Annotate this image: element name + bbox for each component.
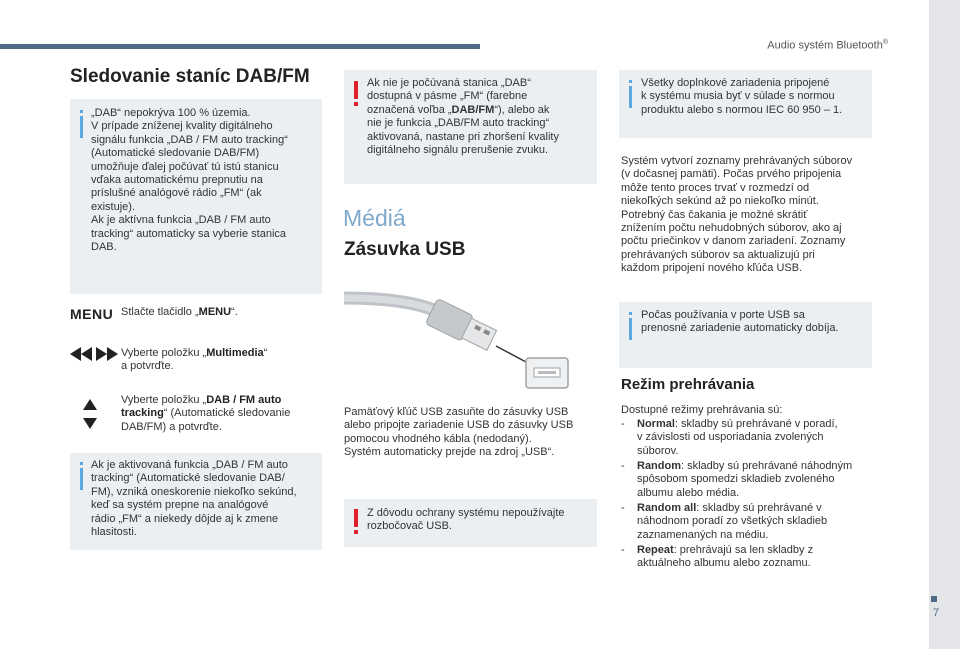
warning-icon bbox=[354, 81, 358, 99]
running-header-text: Audio systém Bluetooth bbox=[767, 39, 883, 52]
text-bold: tracking bbox=[121, 407, 164, 420]
info-icon-bar bbox=[80, 116, 83, 138]
text-line: digitálneho signálu prerušenie zvuku. bbox=[367, 144, 549, 157]
text-line: DAB. bbox=[91, 241, 117, 254]
text-line: signálu funkcia „DAB / FM auto tracking“ bbox=[91, 133, 288, 146]
text-line: príslušné analógové rádio „FM“ (ak bbox=[91, 187, 262, 200]
warning-box-text bbox=[367, 507, 595, 534]
text-line bbox=[121, 347, 321, 360]
heading-playback-mode: Režim prehrávania bbox=[621, 376, 755, 393]
text-line: Pamäťový kľúč USB zasuňte do zásuvky USB bbox=[344, 406, 569, 418]
usb-instructions bbox=[344, 406, 596, 460]
text-span: “ (Automatické sledovanie bbox=[163, 407, 291, 420]
list-text bbox=[621, 502, 883, 515]
text-line: aktivovaná, nastane pri zhoršení kvality bbox=[367, 130, 559, 143]
text-span: Vyberte položku „ bbox=[121, 394, 207, 406]
text-line: keď sa systém prepne na analógové bbox=[91, 499, 269, 512]
page-number: 7 bbox=[932, 607, 940, 619]
info-icon-bar bbox=[629, 318, 632, 340]
warning-box-no-hub bbox=[344, 499, 597, 547]
info-box-charging bbox=[619, 302, 872, 368]
text-span: : skladby sú prehrávané náhodným bbox=[681, 460, 853, 472]
text-span: Stlačte tlačidlo „ bbox=[121, 306, 199, 318]
text-line: produktu alebo s normou IEC 60 950 – 1. bbox=[641, 103, 843, 116]
text-line: pomocou vhodného kábla (nedodaný). bbox=[344, 432, 532, 445]
text-bold: Normal bbox=[637, 418, 675, 430]
text-bold: Random bbox=[637, 460, 681, 472]
list-dash: - bbox=[621, 460, 625, 472]
text-line: umožňuje ďalej počúvať tú istú stanicu bbox=[91, 160, 279, 173]
info-icon-bar bbox=[80, 468, 83, 490]
header-rule bbox=[0, 44, 480, 49]
text-line: hlasitosti. bbox=[91, 526, 137, 539]
text-line: tracking“ (Automatické sledovanie DAB/ bbox=[91, 472, 285, 485]
warning-icon bbox=[354, 509, 358, 527]
info-box-tracking-delay bbox=[70, 453, 322, 550]
list-text-line: súborov. bbox=[637, 444, 679, 457]
text-bold: Multimedia bbox=[206, 347, 264, 359]
warning-box-no-dab bbox=[344, 70, 597, 184]
list-item-normal bbox=[621, 418, 883, 458]
text-span: “. bbox=[231, 306, 238, 318]
info-icon bbox=[80, 462, 83, 465]
up-down-arrows-icon bbox=[83, 399, 97, 429]
list-text-line: zaznamenaných na médiu. bbox=[637, 528, 769, 541]
list-text bbox=[621, 418, 883, 431]
text-line: počtu priečinkov v danom zariadení. Zoznamy bbox=[621, 235, 846, 248]
text-line: vďaka automatickému prepnutiu na bbox=[91, 174, 263, 187]
text-line: každom pripojení nového kľúča USB. bbox=[621, 262, 803, 275]
list-dash: - bbox=[621, 502, 625, 514]
list-text-line: aktuálneho albumu alebo zoznamu. bbox=[637, 557, 811, 570]
side-strip bbox=[929, 0, 960, 649]
heading-usb-socket: Zásuvka USB bbox=[344, 239, 466, 260]
text-span: “), alebo ak bbox=[494, 103, 550, 116]
text-line: rozbočovač USB. bbox=[367, 520, 452, 533]
text-line: Z dôvodu ochrany systému nepoužívajte bbox=[367, 507, 565, 519]
list-text-line: v závislosti od usporiadania zvolených bbox=[637, 431, 824, 444]
playlist-paragraph bbox=[621, 155, 883, 276]
left-right-arrows-icon bbox=[70, 347, 118, 361]
text-line: dostupná v pásme „FM“ (farebne bbox=[367, 90, 528, 103]
list-item-random bbox=[621, 460, 883, 500]
info-box-text bbox=[91, 107, 319, 254]
text-span: : skladby sú prehrávané v bbox=[696, 502, 822, 514]
text-line: tracking“ automaticky sa vyberie stanica bbox=[91, 227, 287, 240]
text-line: niekoľkých sekúnd až po niekoľko minút. bbox=[621, 195, 819, 208]
text-line: DAB/FM) a potvrďte. bbox=[121, 420, 222, 433]
info-box-text bbox=[91, 459, 321, 539]
text-line: nie je funkcia „DAB/FM auto tracking“ bbox=[367, 117, 550, 130]
text-bold: DAB/FM bbox=[451, 103, 495, 116]
text-bold: Random all bbox=[637, 502, 697, 514]
warning-icon-dot bbox=[354, 530, 358, 534]
info-box-text bbox=[641, 77, 869, 117]
text-line: prehrávaných súborov sa aktualizujú pri bbox=[621, 248, 815, 261]
text-bold: Repeat bbox=[637, 544, 674, 556]
text-line bbox=[121, 394, 321, 407]
text-line: Všetky doplnkové zariadenia pripojené bbox=[641, 77, 830, 89]
text-line: Ak nie je počúvaná stanica „DAB“ bbox=[367, 77, 531, 89]
text-span: označená voľba „ bbox=[367, 103, 452, 116]
warning-box-text bbox=[367, 77, 595, 157]
text-line: alebo pripojte zariadenie USB do zásuvky USB bbox=[344, 419, 574, 432]
list-item-random-all bbox=[621, 502, 883, 542]
text-bold: MENU bbox=[198, 306, 232, 318]
list-dash: - bbox=[621, 544, 625, 556]
usb-stick-illustration bbox=[344, 270, 594, 400]
text-line: k systému musia byť v súlade s normou bbox=[641, 90, 835, 103]
text-line: FM), vzniká oneskorenie niekoľko sekúnd, bbox=[91, 485, 297, 498]
info-box-dab-coverage bbox=[70, 99, 322, 294]
text-line: Ak je aktívna funkcia „DAB / FM auto bbox=[91, 214, 271, 227]
step-press-menu bbox=[121, 306, 321, 319]
info-box-text bbox=[641, 309, 869, 336]
list-dash: - bbox=[621, 418, 625, 430]
page-marker bbox=[931, 596, 937, 602]
playback-intro: Dostupné režimy prehrávania sú: bbox=[621, 404, 783, 416]
info-icon bbox=[629, 80, 632, 83]
menu-button-icon: MENU bbox=[70, 306, 114, 322]
text-line: Systém vytvorí zoznamy prehrávaných súborov bbox=[621, 155, 853, 167]
text-line: „DAB“ nepokrýva 100 % územia. bbox=[91, 107, 251, 119]
text-line: Potrebný čas čakania je možné skrátiť bbox=[621, 208, 808, 221]
list-item-repeat bbox=[621, 544, 883, 571]
step-select-multimedia bbox=[121, 347, 321, 374]
text-line: prenosné zariadenie automaticky dobíja. bbox=[641, 322, 839, 335]
list-text-line: náhodnom poradí zo všetkých skladieb bbox=[637, 515, 828, 528]
text-span: : skladby sú prehrávané v poradí, bbox=[674, 418, 838, 430]
info-box-iec-standard bbox=[619, 70, 872, 138]
text-span: Vyberte položku „ bbox=[121, 347, 207, 359]
text-span: : prehrávajú sa len skladby z bbox=[673, 544, 814, 556]
info-icon bbox=[629, 312, 632, 315]
text-span: “ bbox=[263, 347, 268, 359]
text-line: Ak je aktivovaná funkcia „DAB / FM auto bbox=[91, 459, 288, 471]
list-text bbox=[621, 544, 883, 557]
warning-icon-dot bbox=[354, 102, 358, 106]
text-line: (Automatické sledovanie DAB/FM) bbox=[91, 147, 260, 160]
list-text-line: albumu alebo média. bbox=[637, 486, 740, 499]
list-text bbox=[621, 460, 883, 473]
text-line: Systém automaticky prejde na zdroj „USB“. bbox=[344, 446, 555, 459]
section-title-media: Médiá bbox=[343, 205, 406, 231]
info-icon bbox=[80, 110, 83, 113]
text-line: môže tento proces trvať v rozmedzí od bbox=[621, 181, 810, 194]
text-line: a potvrďte. bbox=[121, 360, 174, 373]
list-text-line: spôsobom spomedzi skladieb zvoleného bbox=[637, 473, 835, 486]
text-line bbox=[367, 104, 595, 117]
running-header bbox=[700, 39, 888, 52]
registered-mark: ® bbox=[882, 39, 888, 46]
text-line: znížením počtu nehudobných súborov, ako aj bbox=[621, 222, 842, 235]
text-line: existuje). bbox=[91, 200, 136, 213]
text-line bbox=[121, 407, 321, 420]
text-bold: DAB / FM auto bbox=[206, 394, 282, 406]
text-line: Počas používania v porte USB sa bbox=[641, 309, 805, 321]
text-line: V prípade zníženej kvality digitálneho bbox=[91, 120, 273, 133]
text-line: (v dočasnej pamäti). Počas prvého pripojenia bbox=[621, 168, 842, 181]
step-select-dab-fm-tracking bbox=[121, 394, 321, 434]
info-icon-bar bbox=[629, 86, 632, 108]
section-heading-dab-fm: Sledovanie staníc DAB/FM bbox=[70, 66, 310, 87]
text-line: rádio „FM“ a niekedy dôjde aj k zmene bbox=[91, 512, 279, 525]
